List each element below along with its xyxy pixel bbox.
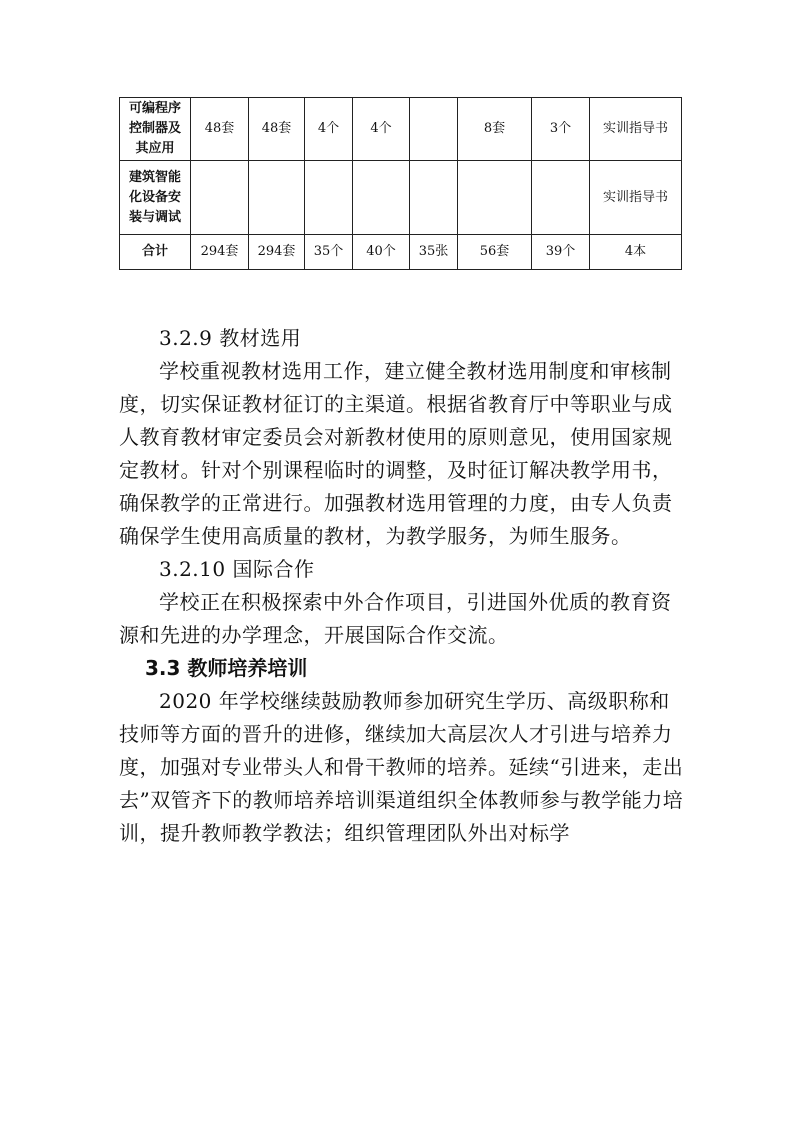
table-cell xyxy=(532,161,590,235)
table-cell: 实训指导书 xyxy=(590,161,682,235)
total-label-cell: 合计 xyxy=(120,235,191,270)
table-cell: 56套 xyxy=(458,235,532,270)
section-heading-3-2-10: 3.2.10 国际合作 xyxy=(159,557,315,581)
table-cell: 3个 xyxy=(532,98,590,161)
table-cell: 4个 xyxy=(353,98,410,161)
table-row-total xyxy=(120,235,682,270)
row-name-cell: 建筑智能 化设备安 装与调试 xyxy=(120,161,191,235)
table-cell: 35个 xyxy=(305,235,353,270)
table-cell: 39个 xyxy=(532,235,590,270)
table-cell xyxy=(249,161,305,235)
table-cell: 48套 xyxy=(249,98,305,161)
table-cell: 294套 xyxy=(249,235,305,270)
section-heading-3-3: 3.3 教师培养培训 xyxy=(145,656,308,680)
table-cell: 48套 xyxy=(191,98,249,161)
equipment-table xyxy=(119,97,682,270)
section-heading-3-2-9: 3.2.9 教材选用 xyxy=(159,326,302,350)
section-body-3-3: 2020 年学校继续鼓励教师参加研究生学历、高级职称和技师等方面的晋升的进修，继续加大高层次人才引进与培养力度，加强对专业带头人和骨干教师的培养。延续“引进来，走出去”双管齐下的教师培养培训渠道组织全体教师参与教学能力培训，提升教师教学教法；组织管理团队外出对标学 xyxy=(119,689,684,845)
table-cell xyxy=(305,161,353,235)
body-text xyxy=(119,322,685,850)
table-cell xyxy=(410,98,458,161)
table-cell: 4本 xyxy=(590,235,682,270)
table-cell: 8套 xyxy=(458,98,532,161)
section-body-3-2-10: 学校正在积极探索中外合作项目，引进国外优质的教育资源和先进的办学理念，开展国际合作交流。 xyxy=(119,590,672,647)
table-cell: 4个 xyxy=(305,98,353,161)
table-row xyxy=(120,98,682,161)
section-body-3-2-9: 学校重视教材选用工作，建立健全教材选用制度和审核制度，切实保证教材征订的主渠道。根据省教育厅中等职业与成人教育教材审定委员会对新教材使用的原则意见，使用国家规定教材。针对个别课程临时的调整，及时征订解决教学用书，确保教学的正常进行。加强教材选用管理的力度，由专人负责确保学生使用高质量的教材，为教学服务，为师生服务。 xyxy=(119,359,673,548)
row-name-cell: 可编程序 控制器及 其应用 xyxy=(120,98,191,161)
table-cell: 40个 xyxy=(353,235,410,270)
table-cell xyxy=(353,161,410,235)
table-cell: 35张 xyxy=(410,235,458,270)
table-row xyxy=(120,161,682,235)
table-cell xyxy=(191,161,249,235)
table-cell: 294套 xyxy=(191,235,249,270)
table-cell xyxy=(458,161,532,235)
table-cell: 实训指导书 xyxy=(590,98,682,161)
table-cell xyxy=(410,161,458,235)
